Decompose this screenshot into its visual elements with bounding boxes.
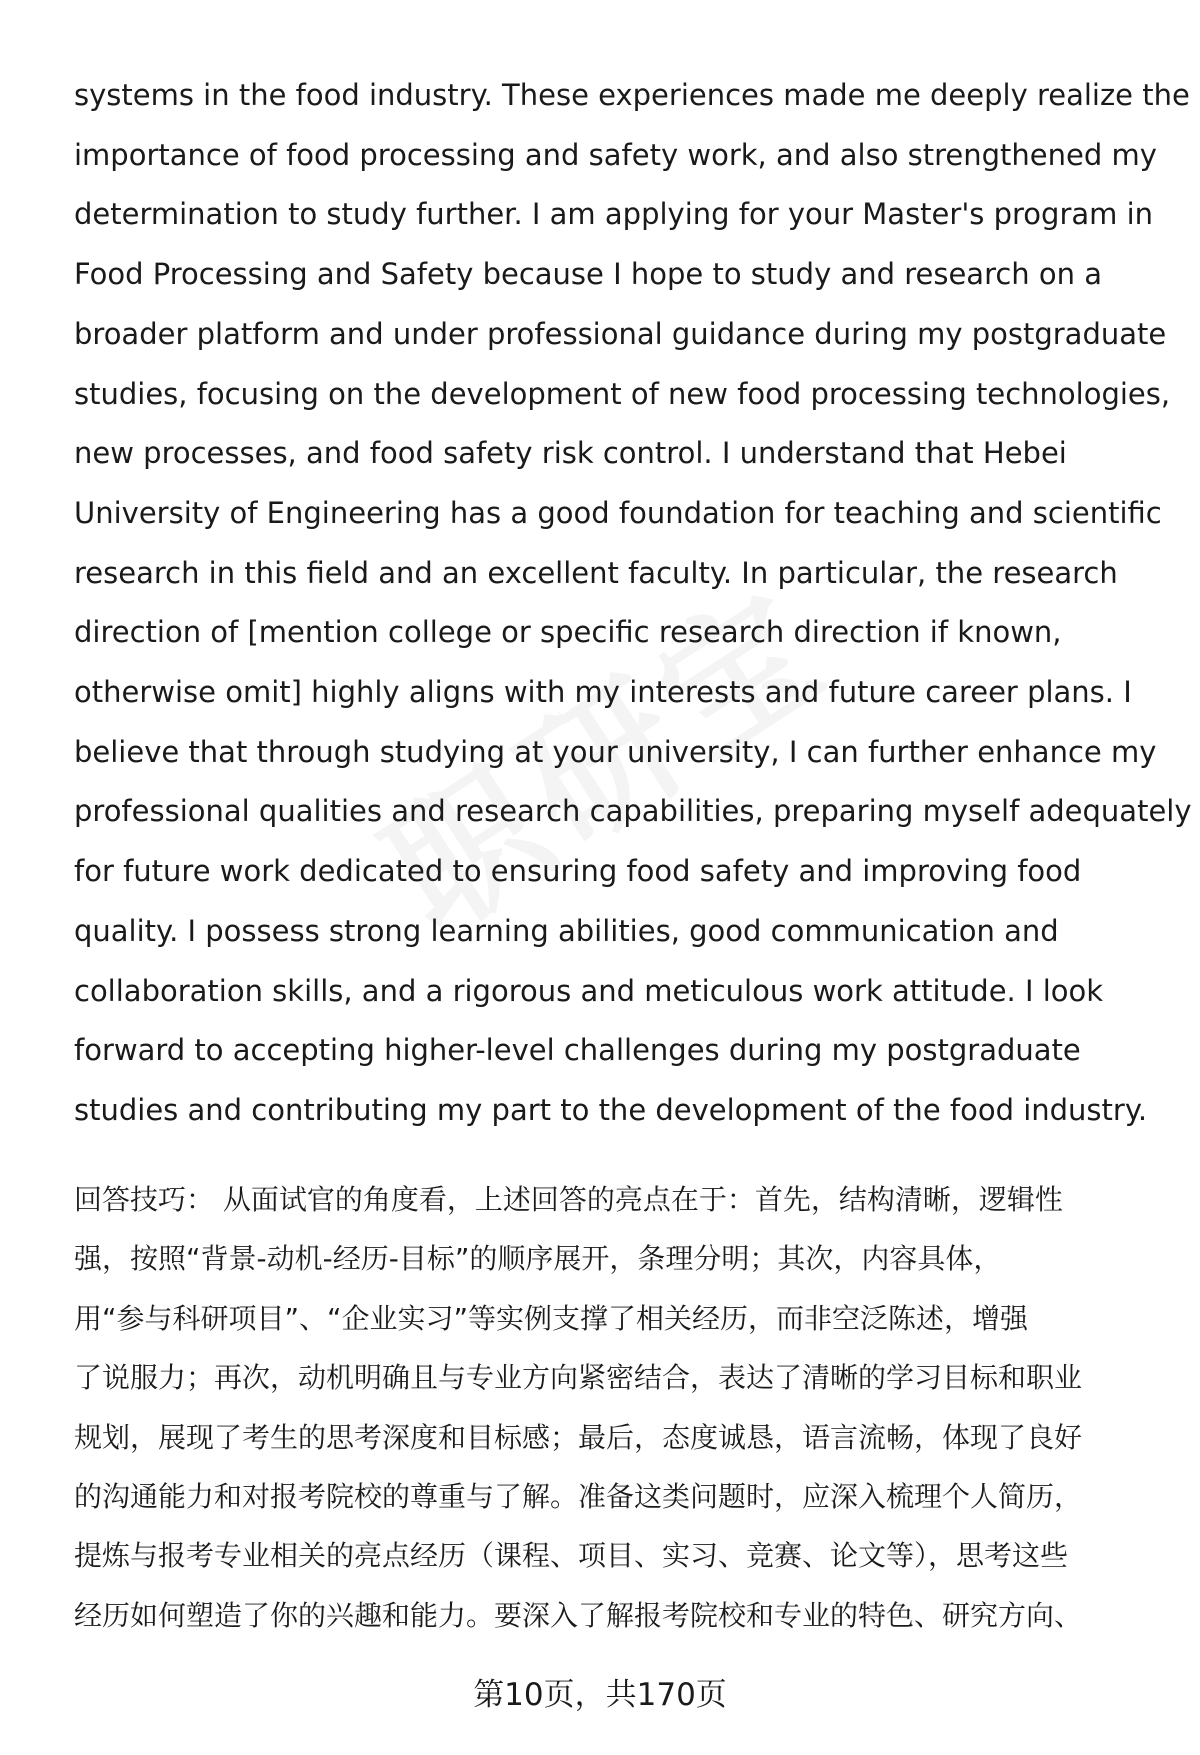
- answer-paragraph-en: [74, 66, 1192, 1141]
- text-line: otherwise omit] highly aligns with my interests and future career plans. I: [74, 675, 1132, 710]
- text-line: studies, focusing on the development of new food processing technologies,: [74, 376, 1171, 411]
- text-line: Food Processing and Safety because I hope to study and research on a: [74, 257, 1103, 292]
- text-line: systems in the food industry. These experiences made me deeply realize the: [74, 78, 1190, 112]
- text-line: professional qualities and research capabilities, preparing myself adequately: [74, 794, 1192, 829]
- text-line: believe that through studying at your university, I can further enhance my: [74, 734, 1157, 769]
- text-line: 的沟通能力和对报考院校的尊重与了解。准备这类问题时，应深入梳理个人简历，: [74, 1480, 1083, 1514]
- text-line: determination to study further. I am applying for your Master's program in: [74, 197, 1154, 232]
- text-line: quality. I possess strong learning abilities, good communication and: [74, 913, 1059, 948]
- text-line: University of Engineering has a good foundation for teaching and scientific: [74, 495, 1162, 530]
- text-line: broader platform and under professional guidance during my postgraduate: [74, 316, 1167, 351]
- page-number-footer: 第10页，共170页: [473, 1677, 727, 1713]
- text-line: 用“参与科研项目”、“企业实习”等实例支撑了相关经历，而非空泛陈述，增强: [74, 1301, 1029, 1335]
- text-line: 了说服力；再次，动机明确且与专业方向紧密结合，表达了清晰的学习目标和职业: [74, 1361, 1083, 1395]
- text-line: new processes, and food safety risk control. I understand that Hebei: [74, 436, 1067, 471]
- text-line: forward to accepting higher-level challenges during my postgraduate: [74, 1033, 1081, 1068]
- text-line: 强，按照“背景-动机-经历-目标”的顺序展开，条理分明；其次，内容具体，: [74, 1242, 1002, 1276]
- text-line: 规划，展现了考生的思考深度和目标感；最后，态度诚恳，语言流畅，体现了良好: [74, 1420, 1083, 1454]
- text-line: 回答技巧： 从面试官的角度看，上述回答的亮点在于：首先，结构清晰，逻辑性: [74, 1183, 1063, 1216]
- text-line: direction of [mention college or specific research direction if known,: [74, 615, 1062, 650]
- text-line: collaboration skills, and a rigorous and meticulous work attitude. I look: [74, 973, 1104, 1008]
- answer-tips-paragraph: [74, 1170, 1164, 1645]
- text-line: research in this field and an excellent faculty. In particular, the research: [74, 555, 1118, 590]
- text-line: for future work dedicated to ensuring food safety and improving food: [74, 854, 1082, 889]
- text-line: 经历如何塑造了你的兴趣和能力。要深入了解报考院校和专业的特色、研究方向、: [74, 1598, 1083, 1632]
- text-line: 提炼与报考专业相关的亮点经历（课程、项目、实习、竞赛、论文等），思考这些: [74, 1539, 1069, 1573]
- text-line: studies and contributing my part to the development of the food industry.: [74, 1092, 1148, 1127]
- text-line: importance of food processing and safety work, and also strengthened my: [74, 137, 1157, 172]
